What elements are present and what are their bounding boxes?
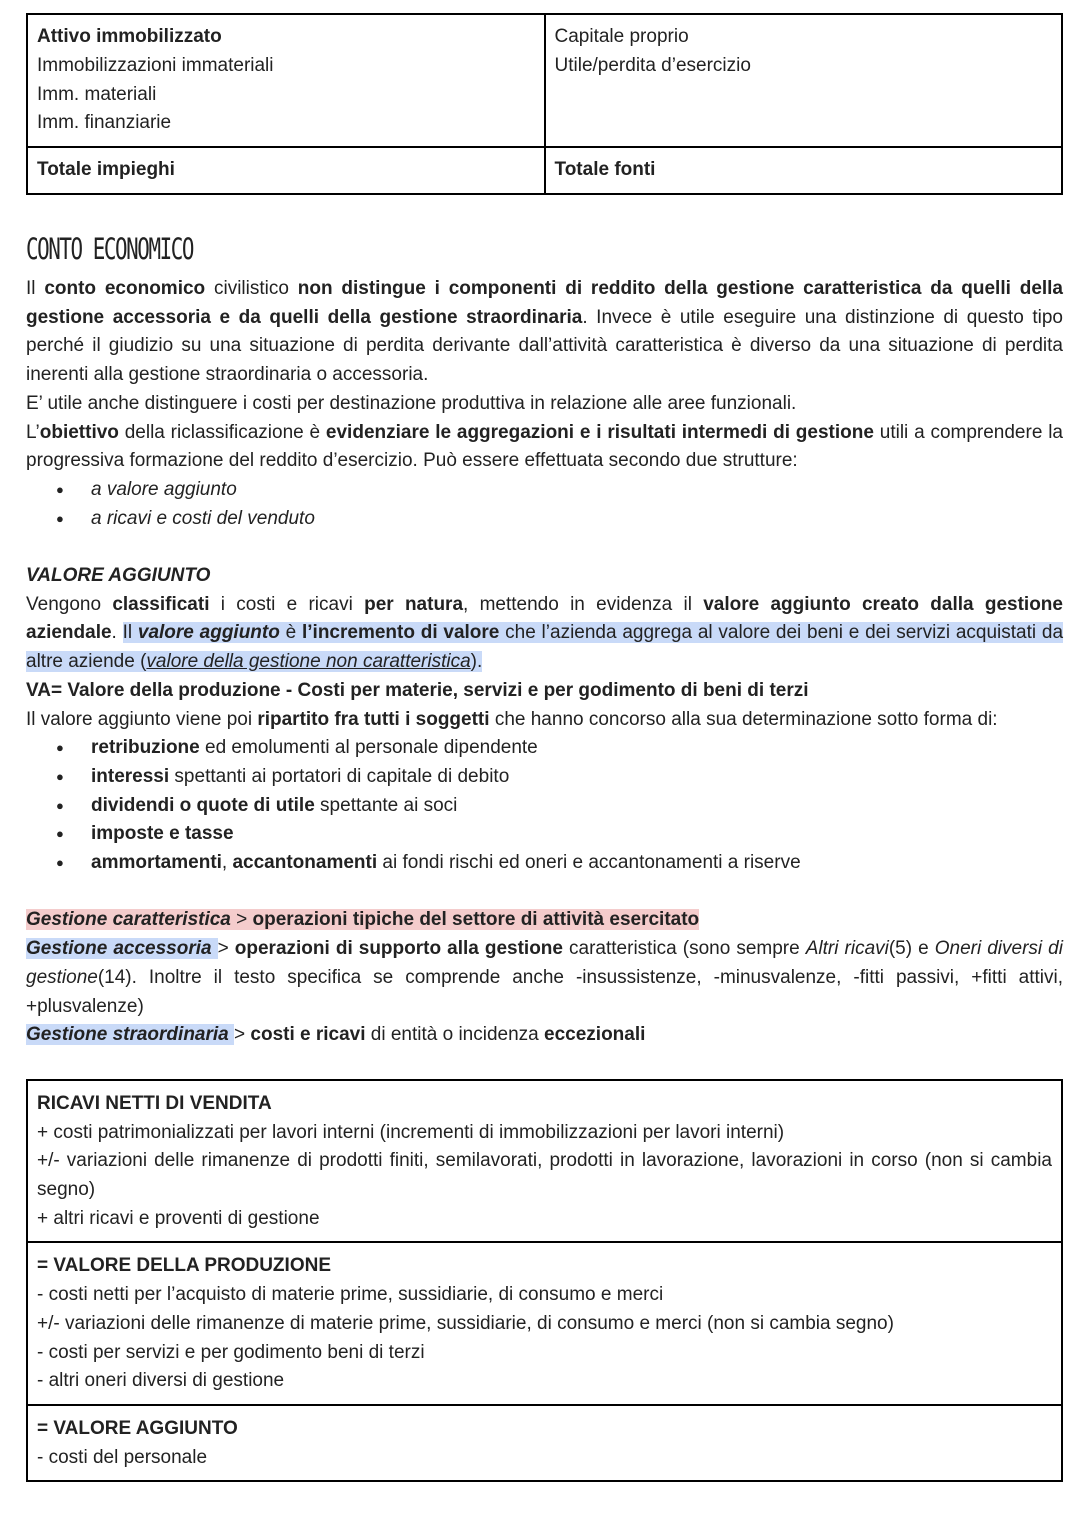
va-formula: VA= Valore della produzione - Costi per materie, servizi e per godimento di beni di terzi (26, 679, 809, 701)
gestione-accessoria: Gestione accessoria > operazioni di supporto alla gestione caratteristica (sono sempre Altri ricavi(5) e Oneri diversi di gestione(14). Inoltre il testo specifica se comprende anche -insussistenze, -minusvalenze, -fitti passivi, +fitti attivi, +plusvalenze) (26, 938, 1063, 1017)
assets-line: Immobilizzazioni immateriali (37, 54, 274, 76)
list-item: ● a valore aggiunto (26, 476, 1063, 505)
va-paragraph: Il valore aggiunto viene poi ripartito fra tutti i soggetti che hanno concorso alla sua determinazione sotto forma di: (26, 708, 998, 730)
table-row (27, 1080, 1062, 1243)
ce-line: + costi patrimonializzati per lavori interni (incrementi di immobilizzazioni per lavori interni) (37, 1121, 785, 1143)
ce-row-heading: = VALORE AGGIUNTO (37, 1417, 238, 1439)
list-item: ● ammortamenti, accantonamenti ai fondi rischi ed oneri e accantonamenti a riserve (26, 849, 1063, 878)
liabilities-cell (545, 14, 1063, 147)
ce-row-heading: RICAVI NETTI DI VENDITA (37, 1092, 272, 1114)
va-paragraph: Vengono classificati i costi e ricavi per natura, mettendo in evidenza il valore aggiunto creato dalla gestione aziendale. Il valore aggiunto è l’incremento di valore che l’azienda aggrega al valore dei beni e dei servizi acquistati da altre aziende (valore della gestione non caratteristica). (26, 593, 1064, 673)
total-uses-cell: Totale impieghi (27, 147, 545, 194)
conto-economico-table (26, 1079, 1063, 1482)
list-item: ● imposte e tasse (26, 820, 1063, 849)
table-row (27, 147, 1062, 194)
table-row (27, 14, 1062, 147)
valore-aggiunto-section (26, 562, 1063, 878)
total-sources-cell: Totale fonti (545, 147, 1063, 194)
list-item: ● retribuzione ed emolumenti al personale dipendente (26, 734, 1063, 763)
gestione-caratteristica: Gestione caratteristica > operazioni tipiche del settore di attività esercitato (26, 909, 700, 931)
intro-paragraph: E’ utile anche distinguere i costi per destinazione produttiva in relazione alle aree funzionali. (26, 392, 797, 414)
assets-line: Imm. materiali (37, 83, 157, 105)
list-item: ● dividendi o quote di utile spettante ai soci (26, 792, 1063, 821)
gestione-straordinaria: Gestione straordinaria > costi e ricavi di entità o incidenza eccezionali (26, 1024, 646, 1046)
assets-line: Imm. finanziarie (37, 112, 172, 134)
intro-paragraph: Il conto economico civilistico non distingue i componenti di reddito della gestione caratteristica da quelli della gestione accessoria e da quelli della gestione straordinaria. Invece è utile eseguire una distinzione di questo tipo perché il giudizio su una situazione di perdita derivante dall’attività caratteristica è diverso da una situazione di perdita inerenti alla gestione straordinaria o accessoria. (26, 277, 1064, 386)
ce-line: +/- variazioni delle rimanenze di prodotti finiti, semilavorati, prodotti in lavorazione, lavorazioni in corso (non si cambia segno) (37, 1150, 1052, 1201)
intro-section (26, 275, 1063, 533)
liabilities-line: Utile/perdita d’esercizio (554, 54, 751, 76)
structure-list (26, 476, 1063, 533)
ce-cell (27, 1080, 1062, 1243)
ce-line: - costi del personale (37, 1446, 208, 1468)
balance-sheet-table (26, 13, 1063, 195)
ce-line: - costi netti per l’acquisto di materie prime, sussidiarie, di consumo e merci (37, 1284, 664, 1306)
section-title: CONTO ECONOMICO (26, 231, 193, 266)
table-row (27, 1405, 1062, 1481)
liabilities-line: Capitale proprio (554, 26, 689, 47)
distribution-list (26, 734, 1063, 878)
intro-paragraph: L’obiettivo della riclassificazione è evidenziare le aggregazioni e i risultati intermedi di gestione utili a comprendere la progressiva formazione del reddito d’esercizio. Può essere effettuata secondo due strutture: (26, 421, 1063, 472)
ce-cell (27, 1405, 1062, 1481)
document-page (26, 13, 1063, 1482)
ce-line: +/- variazioni delle rimanenze di materie prime, sussidiarie, di consumo e merci (non si cambia segno) (37, 1312, 894, 1334)
ce-line: + altri ricavi e proventi di gestione (37, 1207, 320, 1229)
ce-line: - altri oneri diversi di gestione (37, 1370, 285, 1392)
table-row (27, 1242, 1062, 1405)
section-heading: VALORE AGGIUNTO (26, 565, 211, 586)
list-item: ● interessi spettanti ai portatori di capitale di debito (26, 763, 1063, 792)
gestioni-section (26, 906, 1063, 1050)
list-item: ● a ricavi e costi del venduto (26, 505, 1063, 534)
ce-line: - costi per servizi e per godimento beni di terzi (37, 1341, 425, 1363)
ce-cell (27, 1242, 1062, 1405)
assets-cell (27, 14, 545, 147)
ce-row-heading: = VALORE DELLA PRODUZIONE (37, 1255, 331, 1277)
assets-heading: Attivo immobilizzato (37, 26, 222, 47)
